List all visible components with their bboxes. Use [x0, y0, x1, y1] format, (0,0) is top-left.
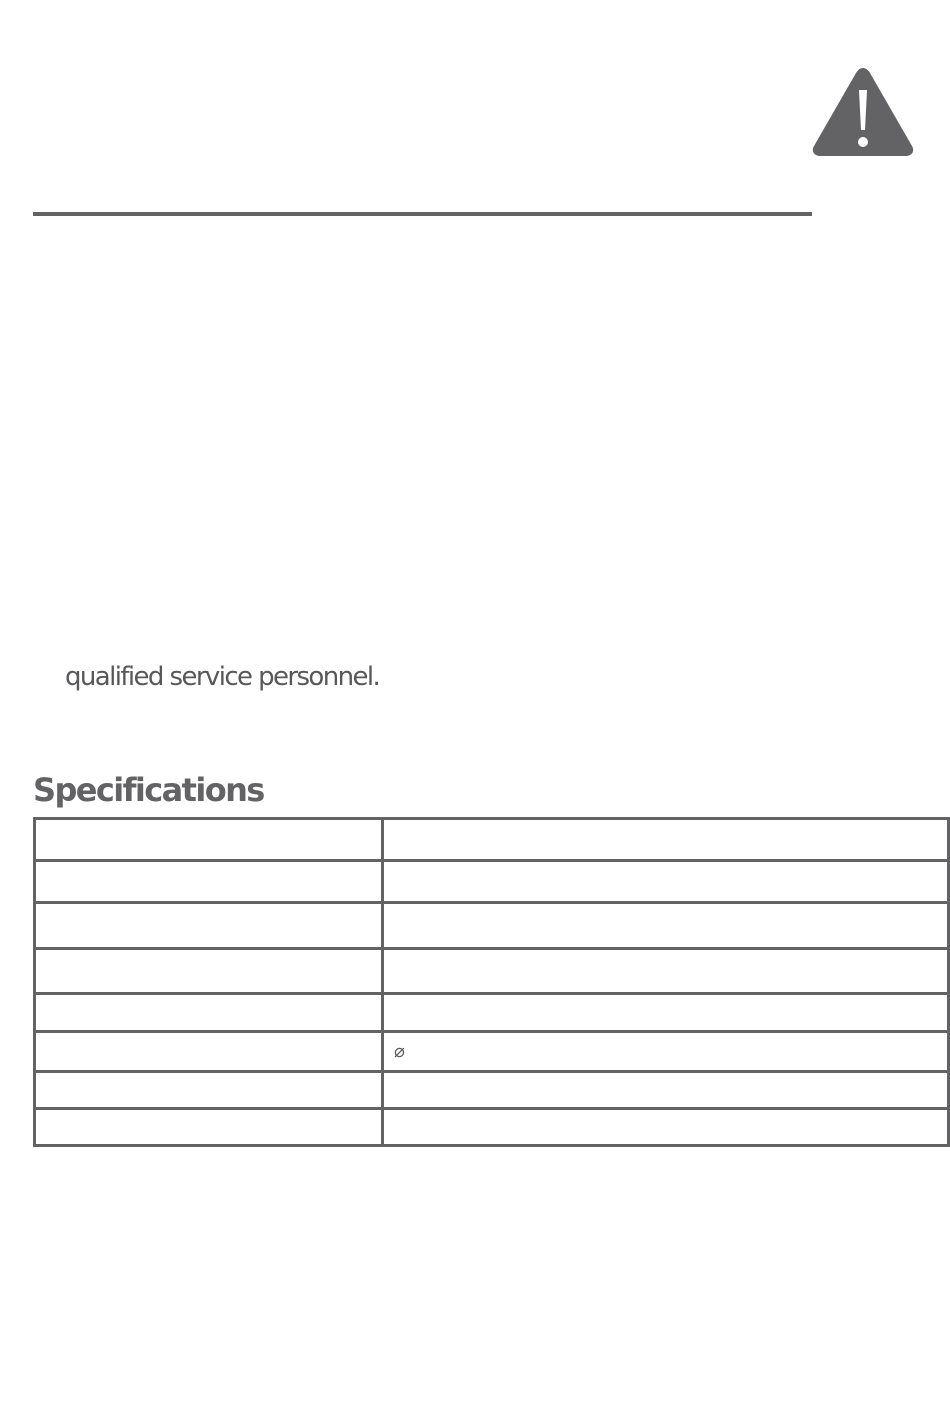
spec-value	[383, 949, 949, 994]
spec-label	[35, 1032, 383, 1072]
table-row	[35, 819, 949, 861]
warning-triangle-icon	[810, 62, 916, 158]
spec-value	[383, 819, 949, 861]
table-row	[35, 1109, 949, 1146]
spec-value: ⌀	[383, 1032, 949, 1072]
spec-label	[35, 994, 383, 1032]
table-row	[35, 903, 949, 949]
spec-label	[35, 903, 383, 949]
spec-label	[35, 1072, 383, 1109]
specifications-table	[33, 817, 950, 1147]
spec-label	[35, 819, 383, 861]
header-rule	[33, 212, 812, 216]
spec-value	[383, 861, 949, 903]
table-row	[35, 1072, 949, 1109]
table-row	[35, 994, 949, 1032]
spec-value	[383, 903, 949, 949]
spec-value	[383, 1109, 949, 1146]
body-text-line: qualified service personnel.	[65, 662, 380, 692]
spec-label	[35, 1109, 383, 1146]
table-row	[35, 949, 949, 994]
spec-value	[383, 994, 949, 1032]
spec-label	[35, 949, 383, 994]
table-row	[35, 1032, 949, 1072]
spec-label	[35, 861, 383, 903]
table-row	[35, 861, 949, 903]
specifications-heading: Specifications	[33, 771, 264, 809]
spec-value	[383, 1072, 949, 1109]
